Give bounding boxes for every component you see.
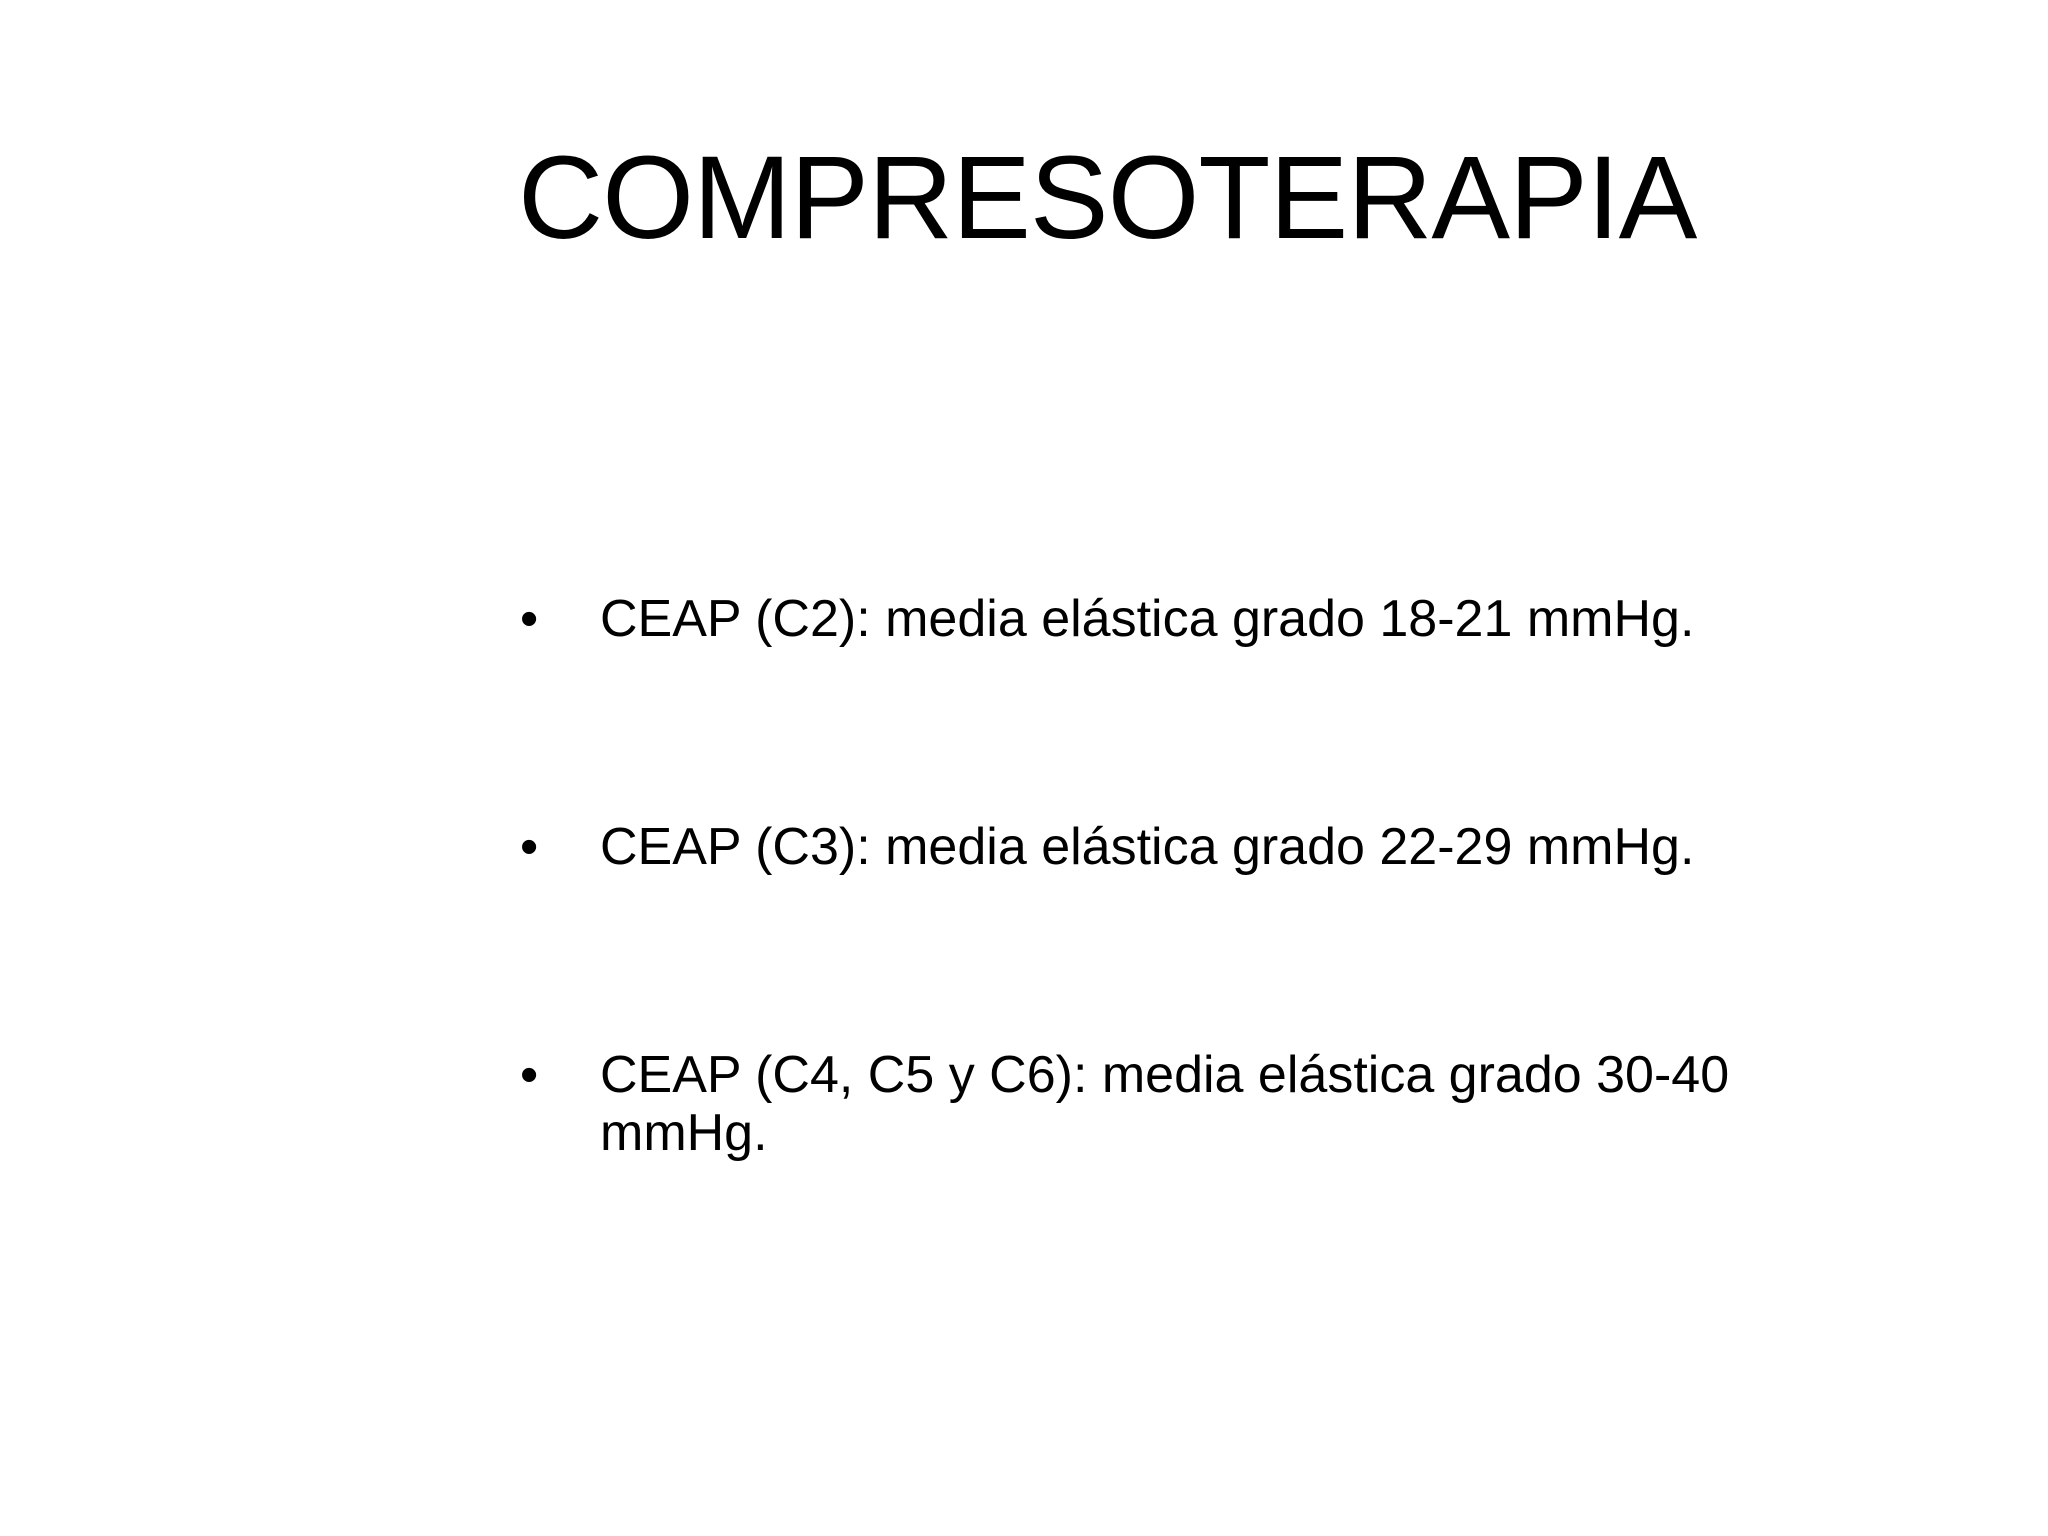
slide-title: COMPRESOTERAPIA [518,132,1697,264]
bullet-text: CEAP (C3): media elástica grado 22-29 mmHg. [600,818,1695,876]
bullet-item-c2 [520,590,1820,648]
bullet-text: CEAP (C4, C5 y C6): media elástica grado 30-40 mmHg. [600,1046,1730,1162]
bullet-icon: • [520,1046,539,1104]
bullet-icon: • [520,590,539,648]
bullet-list [520,590,1820,1162]
bullet-icon: • [520,818,539,876]
bullet-item-c3 [520,818,1820,876]
bullet-item-c4-c6 [520,1046,1820,1162]
bullet-text: CEAP (C2): media elástica grado 18-21 mmHg. [600,590,1695,648]
